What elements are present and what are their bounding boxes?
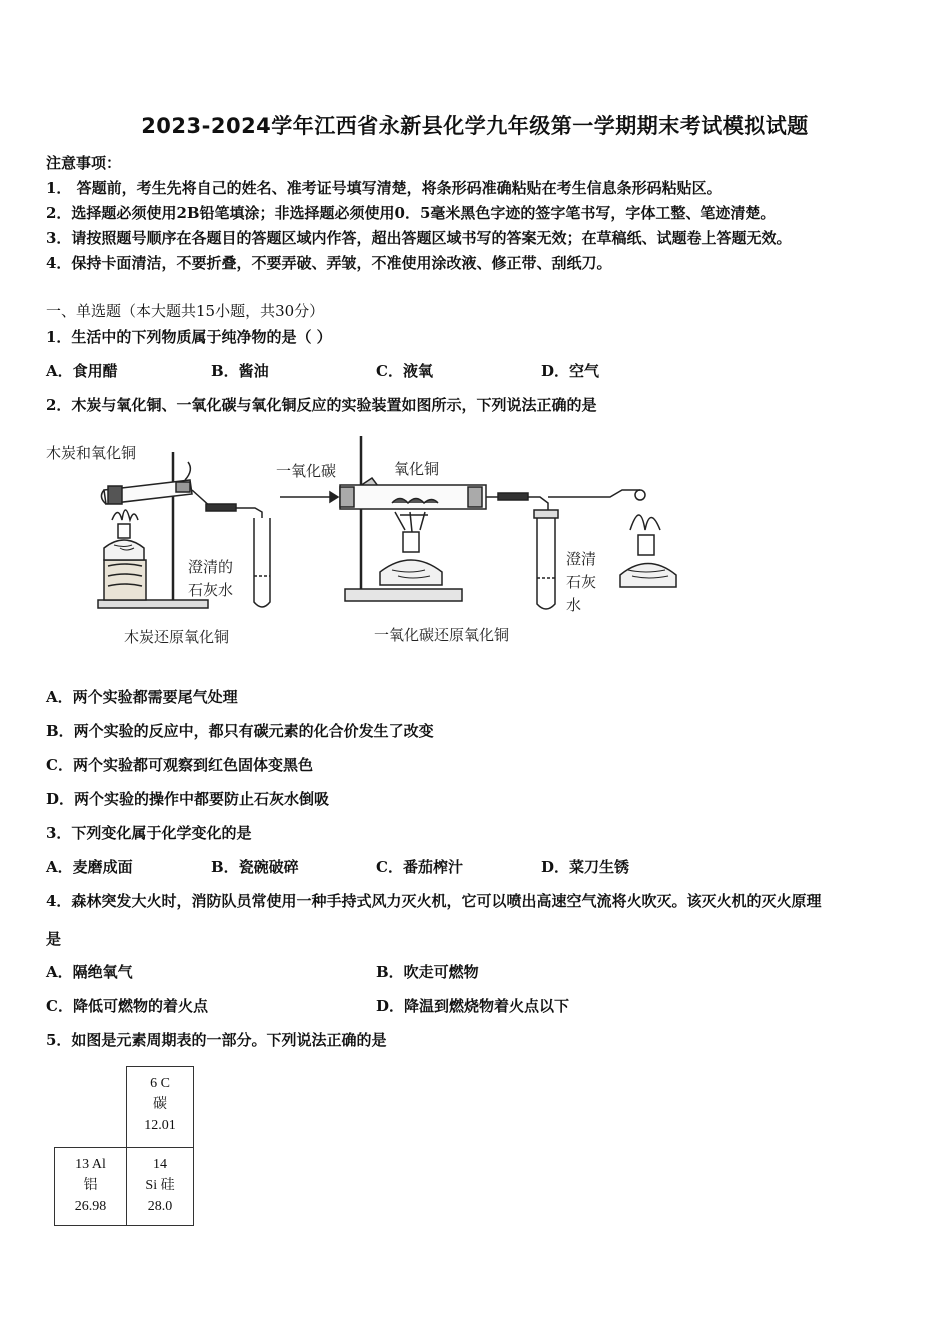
q3-option-b[interactable]: B．瓷碗破碎 <box>211 858 299 876</box>
notes-heading: 注意事项： <box>46 154 122 172</box>
question-1-stem: 1．生活中的下列物质属于纯净物的是（ ） <box>46 328 332 346</box>
q2-option-b[interactable]: B．两个实验的反应中，都只有碳元素的化合价发生了改变 <box>46 722 434 740</box>
q1-option-c[interactable]: C．液氧 <box>376 362 433 380</box>
page-title: 2023-2024学年江西省永新县化学九年级第一学期期末考试模拟试题 <box>141 114 809 138</box>
q1-option-a[interactable]: A．食用醋 <box>46 362 118 380</box>
note-item-2: 2．选择题必须使用2B铅笔填涂；非选择题必须使用0．5毫米黑色字迹的签字笔书写，字体工整、笔迹清楚。 <box>46 204 776 222</box>
right-figure-caption: 一氧化碳还原氧化铜 <box>374 626 510 644</box>
right-limewater-label-1: 澄清 <box>566 550 597 568</box>
note-item-3: 3．请按照题号顺序在各题目的答题区域内作答，超出答题区域书写的答案无效；在草稿纸、试题卷上答题无效。 <box>46 229 792 247</box>
q1-option-b[interactable]: B．酱油 <box>211 362 269 380</box>
carbon-name: 碳 <box>153 1097 167 1112</box>
note-item-1: 1． 答题前，考生先将自己的姓名、准考证号填写清楚，将条形码准确粘贴在考生信息条形码粘贴区。 <box>46 179 722 197</box>
q4-option-c[interactable]: C．降低可燃物的着火点 <box>46 997 208 1015</box>
aluminum-name: 铝 <box>83 1178 98 1193</box>
question-4-stem-cont: 是 <box>46 930 62 948</box>
note-item-4: 4．保持卡面清洁，不要折叠，不要弄破、弄皱，不准使用涂改液、修正带、刮纸刀。 <box>46 254 612 272</box>
q1-option-d[interactable]: D．空气 <box>541 362 600 380</box>
q2-option-a[interactable]: A．两个实验都需要尾气处理 <box>46 688 238 706</box>
q4-option-d[interactable]: D．降温到燃烧物着火点以下 <box>376 997 570 1015</box>
aluminum-number-symbol: 13 Al <box>75 1157 106 1172</box>
left-reagent-label: 木炭和氧化铜 <box>46 444 137 462</box>
section-heading: 一、单选题（本大题共15小题，共30分） <box>46 302 325 320</box>
q4-option-b[interactable]: B．吹走可燃物 <box>376 963 479 981</box>
left-figure-caption: 木炭还原氧化铜 <box>124 628 230 646</box>
q3-option-d[interactable]: D．菜刀生锈 <box>541 858 630 876</box>
q2-option-d[interactable]: D．两个实验的操作中都要防止石灰水倒吸 <box>46 790 330 808</box>
element-cell-silicon <box>126 1147 194 1226</box>
left-limewater-label-1: 澄清的 <box>188 558 234 576</box>
element-cell-aluminum <box>54 1147 127 1226</box>
aluminum-mass: 26.98 <box>74 1199 107 1214</box>
carbon-mass: 12.01 <box>144 1118 176 1133</box>
question-4-stem: 4．森林突发大火时，消防队员常使用一种手持式风力灭火机，它可以喷出高速空气流将火吹灭。该灭火机的灭火原理 <box>46 892 822 910</box>
question-2-stem: 2．木炭与氧化铜、一氧化碳与氧化铜反应的实验装置如图所示，下列说法正确的是 <box>46 396 597 414</box>
right-co-label: 一氧化碳 <box>276 462 337 480</box>
silicon-mass: 28.0 <box>147 1199 173 1214</box>
element-cell-carbon <box>126 1066 194 1148</box>
silicon-symbol-name: Si 硅 <box>145 1178 175 1193</box>
q3-option-a[interactable]: A．麦磨成面 <box>46 858 133 876</box>
q3-option-c[interactable]: C．番茄榨汁 <box>376 858 463 876</box>
silicon-number: 14 <box>153 1157 167 1172</box>
carbon-number-symbol: 6 C <box>150 1076 170 1091</box>
question-3-stem: 3．下列变化属于化学变化的是 <box>46 824 252 842</box>
right-limewater-label-3: 水 <box>566 596 582 614</box>
right-limewater-label-2: 石灰 <box>566 573 597 591</box>
question-5-stem: 5．如图是元素周期表的一部分。下列说法正确的是 <box>46 1031 387 1049</box>
q4-option-a[interactable]: A．隔绝氧气 <box>46 963 133 981</box>
right-cuo-label: 氧化铜 <box>394 460 440 478</box>
left-limewater-label-2: 石灰水 <box>188 581 234 599</box>
q2-option-c[interactable]: C．两个实验都可观察到红色固体变黑色 <box>46 756 313 774</box>
